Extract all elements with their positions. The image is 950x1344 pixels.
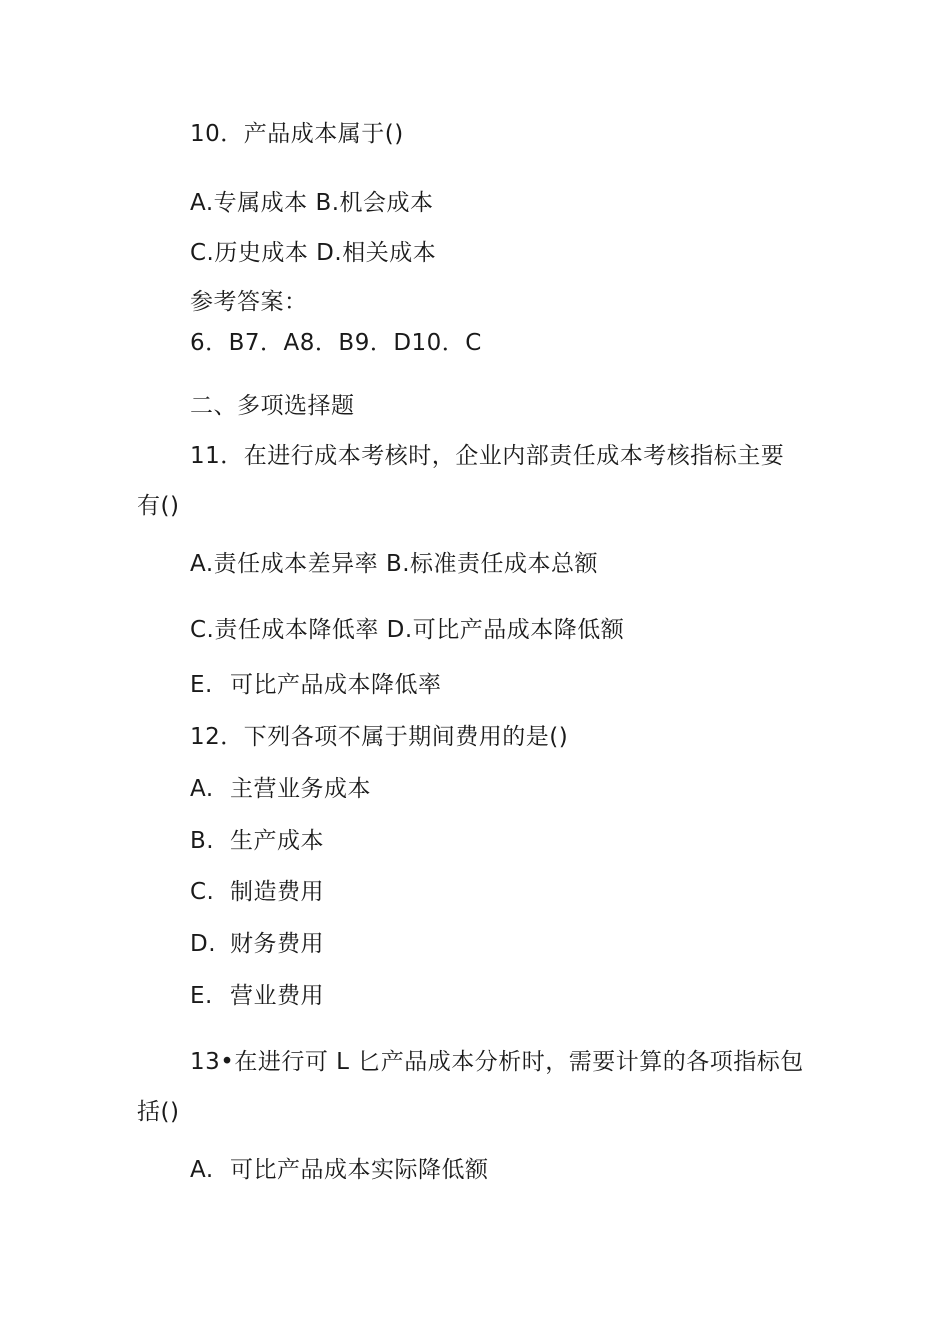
question-12-option-b: [190, 826, 324, 856]
option-text: 营业费用: [230, 983, 324, 1009]
question-13-option-a: [190, 1155, 489, 1185]
question-10-options-cd: C.历史成本 D.相关成本: [190, 240, 437, 266]
question-11-line-1: 11．在进行成本考核时，企业内部责任成本考核指标主要: [190, 443, 785, 469]
question-12: 12．下列各项不属于期间费用的是(): [190, 724, 569, 750]
option-letter: B.: [190, 828, 215, 854]
option-text: 制造费用: [230, 879, 324, 905]
option-letter: A.: [190, 776, 214, 802]
option-text: 可比产品成本降低率: [230, 672, 442, 698]
option-text: 生产成本: [230, 828, 324, 854]
option-letter: A.: [190, 1157, 214, 1183]
option-text: 可比产品成本实际降低额: [230, 1157, 489, 1183]
question-13-line-1: 13•在进行可 L 匕产品成本分析时，需要计算的各项指标包: [190, 1049, 804, 1075]
question-11-line-2: 有(): [137, 493, 180, 519]
section-heading-multiple-choice: 二、多项选择题: [190, 393, 355, 419]
option-letter: E.: [190, 983, 213, 1009]
option-text: 财务费用: [230, 931, 324, 957]
question-12-option-e: [190, 981, 324, 1011]
question-12-option-c: [190, 877, 324, 907]
option-text: 主营业务成本: [230, 776, 371, 802]
question-13-line-2: 括(): [137, 1099, 180, 1125]
option-letter: E.: [190, 672, 213, 698]
question-11-options-cd: C.责任成本降低率 D.可比产品成本降低额: [190, 617, 625, 643]
option-letter: C.: [190, 879, 215, 905]
question-11-options-ab: A.责任成本差异率 B.标准责任成本总额: [190, 551, 599, 577]
question-12-option-a: [190, 774, 371, 804]
question-10: 10．产品成本属于(): [190, 121, 404, 147]
answer-key-heading: 参考答案：: [190, 289, 308, 315]
answer-key: 6．B7．A8．B9．D10．C: [190, 330, 482, 356]
option-letter: D.: [190, 931, 217, 957]
question-10-options-ab: A.专属成本 B.机会成本: [190, 190, 434, 216]
question-11-option-e: [190, 670, 442, 700]
question-12-option-d: [190, 929, 324, 959]
